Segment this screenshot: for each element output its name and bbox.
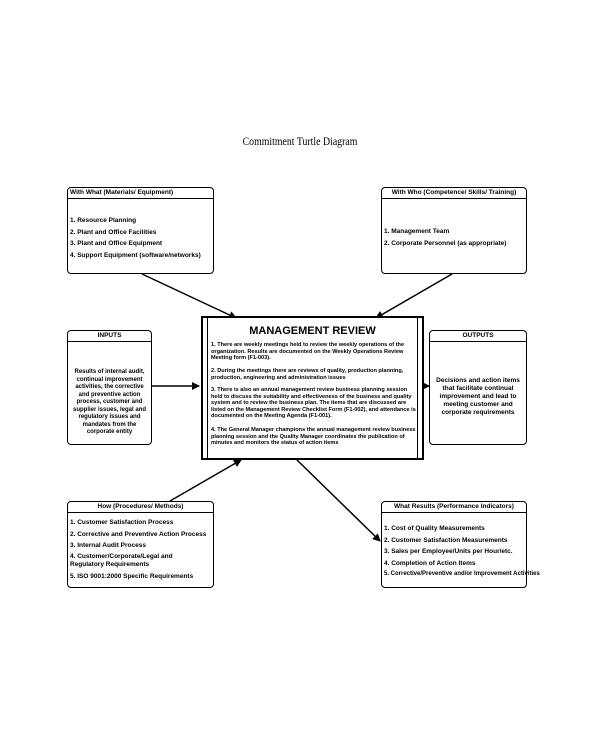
competence-skills-list — [382, 226, 526, 249]
materials-equipment-list — [68, 215, 213, 261]
procedures-methods-header: How (Procedures/ Methods) — [68, 502, 213, 513]
list-item: 4. Customer/Corporate/Legal and Regulatory Requirements — [70, 552, 173, 568]
list-item: 1. Cost of Quality Measurements — [384, 525, 485, 532]
procedures-methods-list — [68, 517, 213, 582]
competence-skills-box — [381, 187, 527, 274]
inputs-header: INPUTS — [68, 331, 151, 342]
arrow-procedures-to-review — [170, 460, 241, 501]
list-item: 5. Corrective/Preventive and/or Improvement Activities — [384, 571, 540, 577]
review-item-2: 2. During the meetings there are reviews of quality, production planning, production, engineering and administration issues — [211, 368, 404, 381]
management-review-title: MANAGEMENT REVIEW — [249, 325, 376, 337]
outputs-box — [429, 330, 527, 445]
inputs-text: Results of internal audit, continual improvement activities, the corrective and preventive action process, customer and supplier issues, legal and regulatory issues and mandates from the corporate entity — [72, 369, 147, 435]
list-item: 2. Plant and Office Facilities — [70, 228, 157, 236]
list-item: 3. Plant and Office Equipment — [70, 240, 163, 247]
list-item: 4. Completion of Action Items — [384, 559, 476, 567]
materials-equipment-box — [67, 187, 214, 274]
performance-indicators-box — [381, 501, 540, 588]
review-item-4: 4. The General Manager champions the annual management review business planning session and the Quality Manager coordinates the publication of minutes and monitors the status of action items — [211, 427, 416, 447]
list-item: 4. Support Equipment (software/networks) — [70, 251, 201, 259]
list-item: 1. Resource Planning — [70, 217, 137, 224]
performance-indicators-list — [382, 523, 540, 581]
list-item: 1. Customer Satisfaction Process — [70, 519, 174, 526]
list-item: 1. Management Team — [384, 228, 450, 235]
list-item: 3. Internal Audit Process — [70, 542, 146, 549]
list-item: 3. Sales per Employee/Units per Hour/etc. — [384, 548, 513, 555]
inputs-box — [67, 330, 152, 445]
arrow-review-to-results — [297, 460, 380, 541]
materials-equipment-header: With What (Materials/ Equipment) — [68, 188, 213, 199]
review-item-1: 1. There are weekly meetings held to review the weekly operations of the organization. Results are documented on the Weekly Operations Review Meeting form (F1-003). — [211, 342, 405, 362]
list-item: 5. ISO 9001:2000 Specific Requirements — [70, 572, 194, 580]
competence-skills-header: With Who (Competence/ Skills/ Training) — [382, 188, 526, 199]
management-review-box — [201, 316, 424, 460]
diagram-title: Commitment Turtle Diagram — [242, 134, 358, 148]
list-item: 2. Corrective and Preventive Action Process — [70, 530, 207, 538]
arrow-competence-to-review — [376, 274, 452, 318]
review-item-3: 3. There is also an annual management review business planning session held to discuss the suitability and effectiveness of the business and quality system and to review the business plan. The items that are discussed are listed on the Management Review Checklist Form (F1-002), and attendance is documented on the Meeting Agenda (F1-001). — [211, 387, 416, 420]
arrow-materials-to-review — [142, 274, 236, 318]
outputs-text: Decisions and action items that facilitate continual improvement and lead to meeting customer and corporate requirements — [436, 377, 520, 416]
performance-indicators-header: What Results (Performance Indicators) — [382, 502, 526, 513]
list-item: 2. Customer Satisfaction Measurements — [384, 536, 508, 544]
outputs-header: OUTPUTS — [430, 331, 526, 342]
list-item: 2. Corporate Personnel (as appropriate) — [384, 239, 507, 247]
procedures-methods-box — [67, 501, 214, 588]
